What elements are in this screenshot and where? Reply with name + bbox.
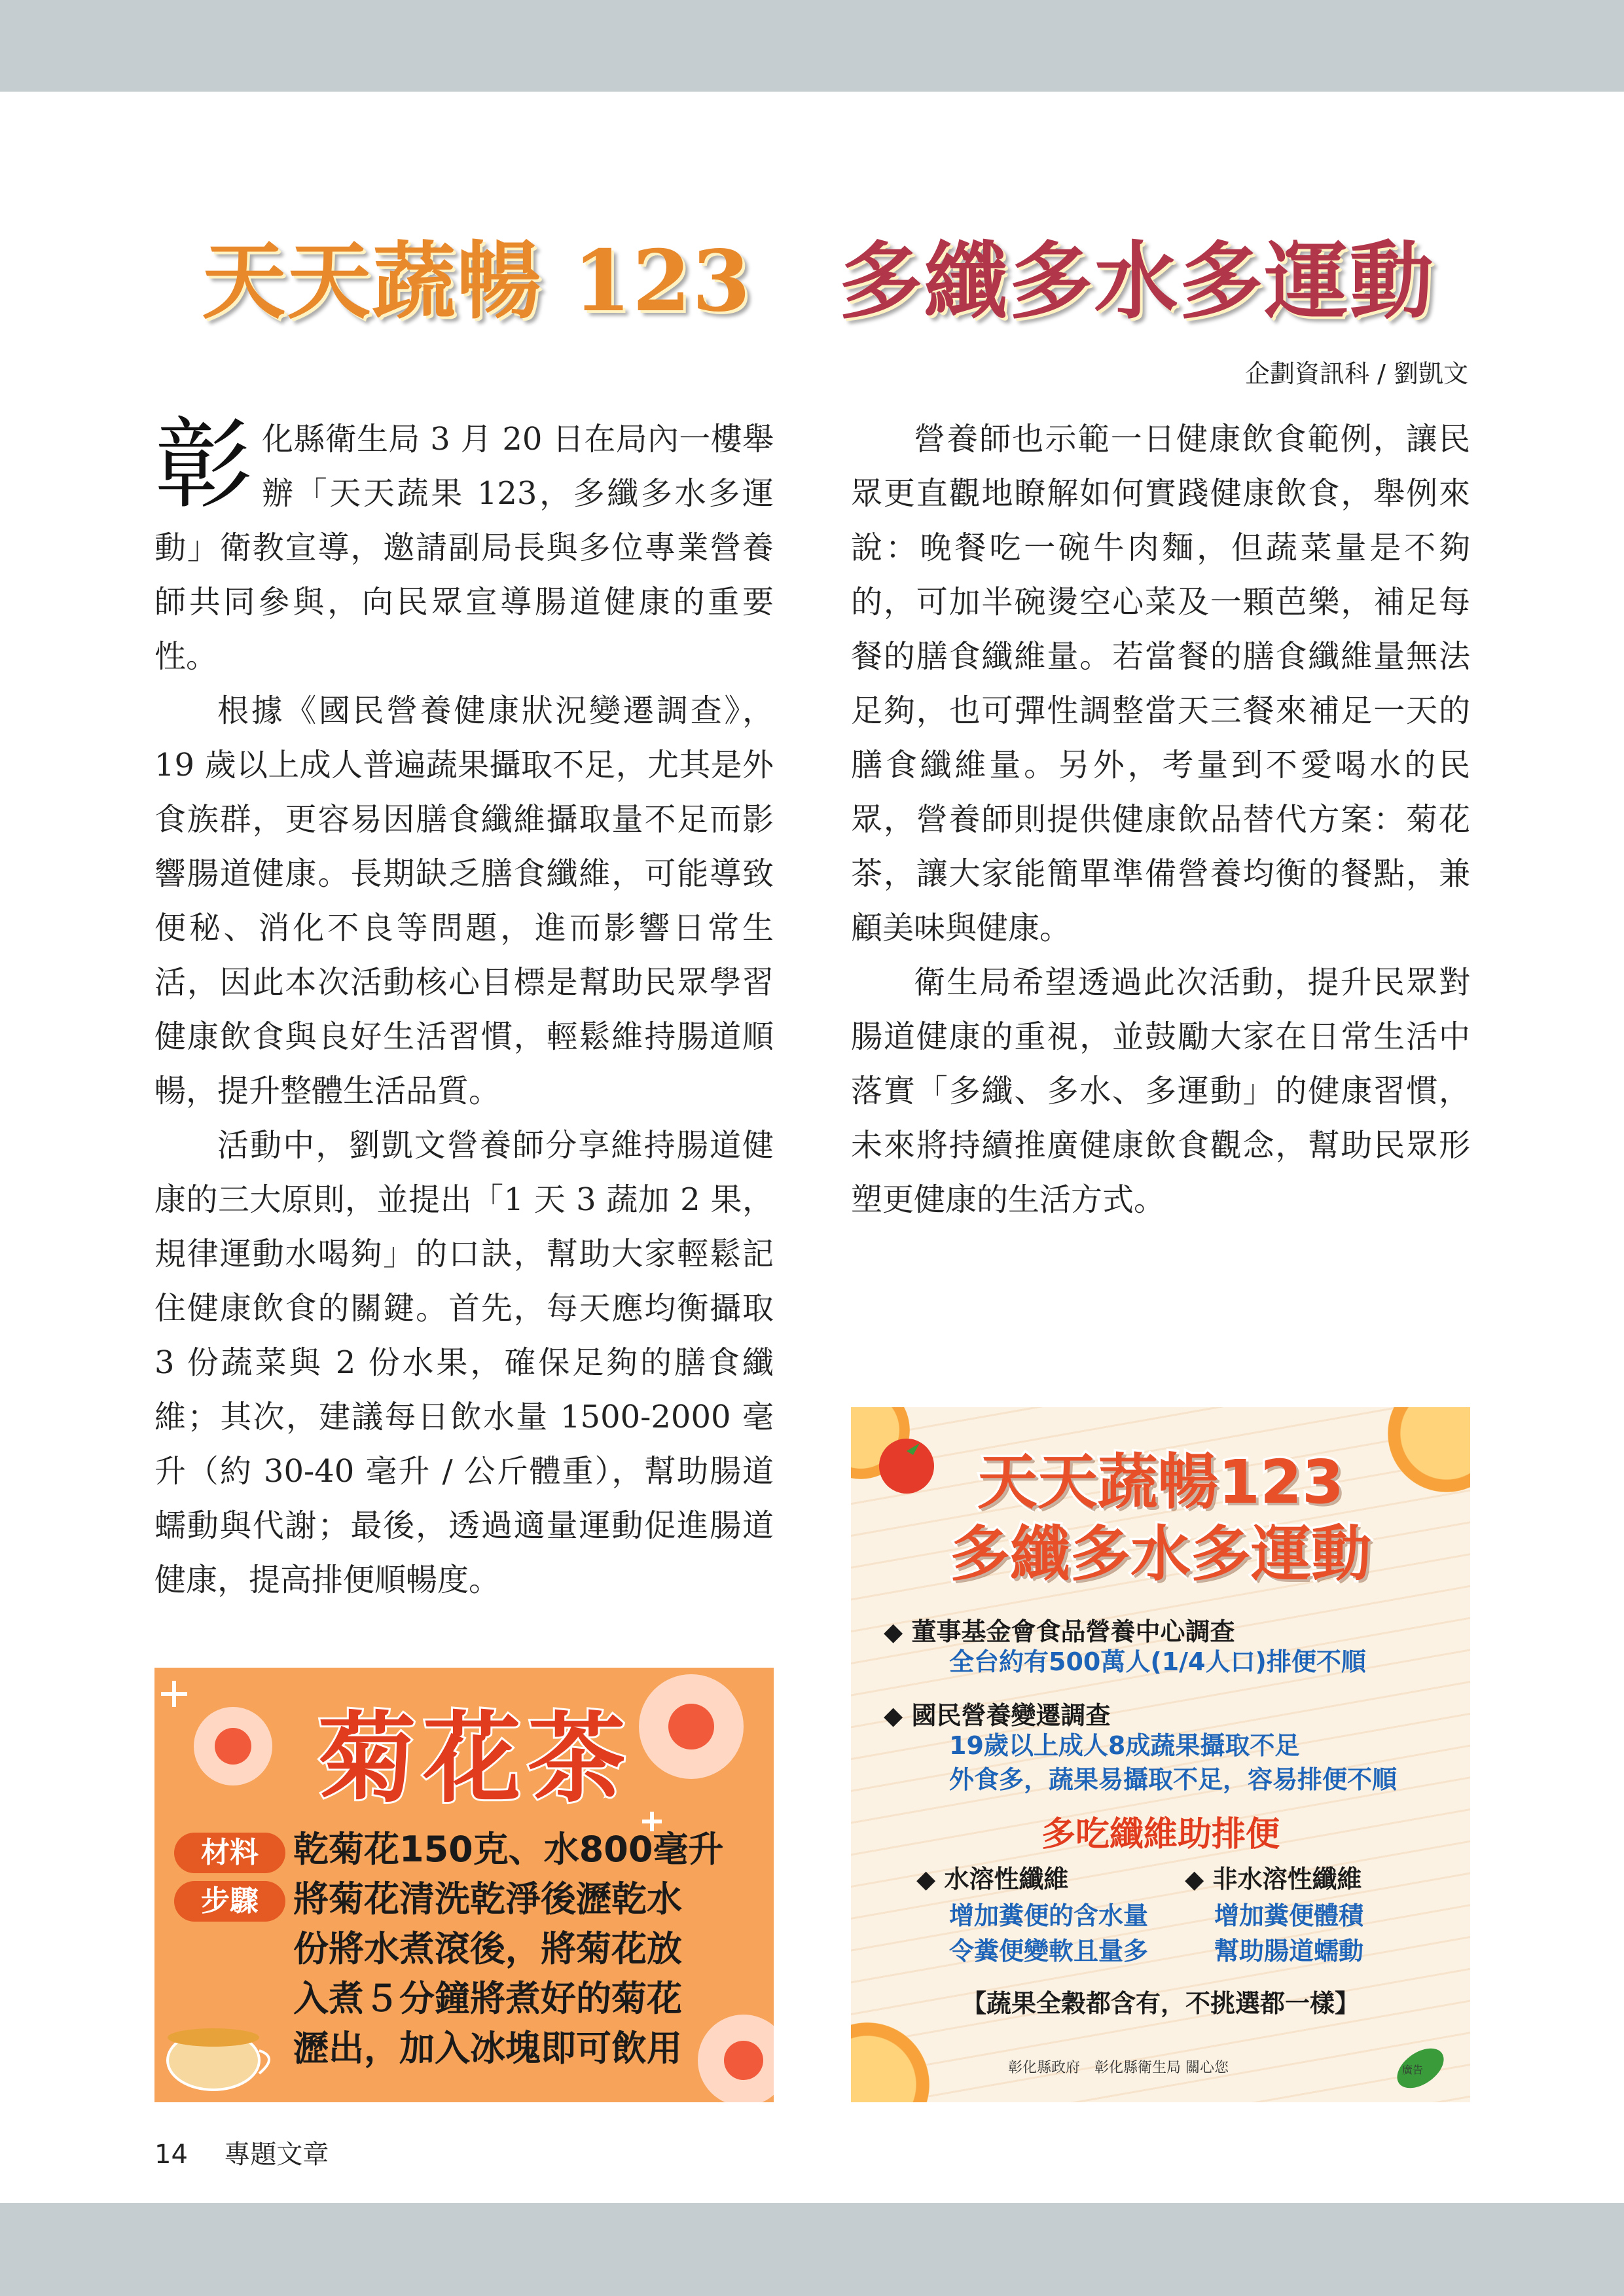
- paragraph-4: 營養師也示範一日健康飲食範例，讓民眾更直觀地瞭解如何實踐健康飲食，舉例來說：晚餐吃一碗牛肉麵，但蔬菜量是不夠的，可加半碗燙空心菜及一顆芭樂，補足每餐的膳食纖維量。若當餐的膳食纖維量無法足夠，也可彈性調整當天三餐來補足一天的膳食纖維量。另外，考量到不愛喝水的民眾，營養師則提供健康飲品替代方案：菊花茶，讓大家能簡單準備營養均衡的餐點，兼顧美味與健康。: [851, 421, 1470, 946]
- title-part-2: 多纖多水多運動: [839, 232, 1435, 331]
- drop-cap: 彰: [154, 408, 253, 522]
- insoluble-fiber-body-2: 幫助腸道蠕動: [1214, 1937, 1364, 1965]
- bullet-2-head-text: 國民營養變遷調查: [911, 1701, 1111, 1730]
- article-title: [196, 229, 1440, 334]
- page-number: 14: [154, 2140, 188, 2170]
- section-name: 專題文章: [224, 2140, 329, 2170]
- fiber-note: 【蔬果全穀都含有，不挑選都一樣】: [961, 1989, 1360, 2018]
- bullet-1-head-text: 董事基金會食品營養中心調查: [911, 1617, 1235, 1646]
- insoluble-fiber-body-1: 增加糞便體積: [1214, 1901, 1364, 1930]
- tea-recipe-text: 乾菊花150克、水800毫升 將菊花清洗乾淨後瀝乾水 份將水煮滾後，將菊花放 入煮５分鐘將煮好的菊花 瀝出，加入冰塊即可飲用: [293, 1829, 724, 2069]
- right-column: [851, 412, 1470, 1227]
- paragraph-1-text: 化縣衛生局 3 月 20 日在局內一樓舉辦「天天蔬果 123，多纖多水多運動」衛教宣導，邀請副局長與多位專業營養師共同參與，向民眾宣導腸道健康的重要性。: [154, 421, 774, 675]
- fiber-title-line-2: 多纖多水多運動: [949, 1519, 1371, 1589]
- fiber-poster: [851, 1407, 1470, 2102]
- page-footer: [154, 2134, 329, 2171]
- insoluble-fiber-head-text: 非水溶性纖維: [1212, 1865, 1362, 1893]
- soluble-fiber-head: ◆ 水溶性纖維: [916, 1865, 1069, 1893]
- orange-slice-icon: [851, 2022, 929, 2102]
- bottom-band: [0, 2203, 1624, 2296]
- bullet-1-head: ◆ 董事基金會食品營養中心調查: [884, 1617, 1235, 1646]
- paragraph-5: 衛生局希望透過此次活動，提升民眾對腸道健康的重視，並鼓勵大家在日常生活中落實「多纖、多水、多運動」的健康習慣，未來將持續推廣健康飲食觀念，幫助民眾形塑更健康的生活方式。: [851, 964, 1470, 1218]
- materials-tag: 材料: [174, 1833, 285, 1873]
- teacup-icon: [168, 2028, 269, 2090]
- bullet-2-body-2: 外食多，蔬果易攝取不足，容易排便不順: [949, 1765, 1398, 1794]
- soluble-fiber-head-text: 水溶性纖維: [944, 1865, 1069, 1893]
- chrysanthemum-tea-poster: [154, 1668, 774, 2102]
- tea-poster-title: 菊花茶: [317, 1702, 632, 1816]
- insoluble-fiber-head: ◆ 非水溶性纖維: [1185, 1865, 1362, 1893]
- paragraph-2: 根據《國民營養健康狀況變遷調查》，19 歲以上成人普遍蔬果攝取不足，尤其是外食族群，更容易因膳食纖維攝取量不足而影響腸道健康。長期缺乏膳食纖維，可能導致便秘、消化不良等問題，進而影響日常生活，因此本次活動核心目標是幫助民眾學習健康飲食與良好生活習慣，輕鬆維持腸道順暢，提升整體生活品質。: [154, 692, 774, 1109]
- steps-tag: 步驟: [174, 1881, 285, 1922]
- title-part-1: 天天蔬暢 123: [202, 232, 752, 331]
- byline: 企劃資訊科 / 劉凱文: [1245, 359, 1468, 388]
- fiber-poster-title: [851, 1446, 1470, 1590]
- bullet-1-body: 全台約有500萬人(1/4人口)排便不順: [949, 1647, 1366, 1676]
- paragraph-1: [154, 408, 774, 684]
- fiber-subhead: 多吃纖維助排便: [1041, 1815, 1280, 1854]
- soluble-fiber-body-1: 增加糞便的含水量: [949, 1901, 1149, 1930]
- fiber-title-line-1: 天天蔬暢123: [977, 1447, 1344, 1517]
- government-credit: 彰化縣政府 彰化縣衛生局 關心您: [1008, 2060, 1229, 2076]
- paragraph-3: 活動中，劉凱文營養師分享維持腸道健康的三大原則，並提出「1 天 3 蔬加 2 果，規律運動水喝夠」的口訣，幫助大家輕鬆記住健康飲食的關鍵。首先，每天應均衡攝取 3 份蔬菜與 2 份水果，確保足夠的膳食纖維；其次，建議每日飲水量 1500-2000 毫升（約 30-40 毫升 / 公斤體重），幫助腸道蠕動與代謝；最後，透過適量運動促進腸道健康，提高排便順暢度。: [154, 1127, 774, 1598]
- top-band: [0, 0, 1624, 92]
- bullet-2-head: ◆ 國民營養變遷調查: [884, 1701, 1111, 1730]
- left-column: [154, 408, 774, 1607]
- bullet-2-body-1: 19歲以上成人8成蔬果攝取不足: [949, 1731, 1300, 1760]
- ad-label: 廣告: [1402, 2064, 1424, 2076]
- soluble-fiber-body-2: 令糞便變軟且量多: [949, 1937, 1149, 1965]
